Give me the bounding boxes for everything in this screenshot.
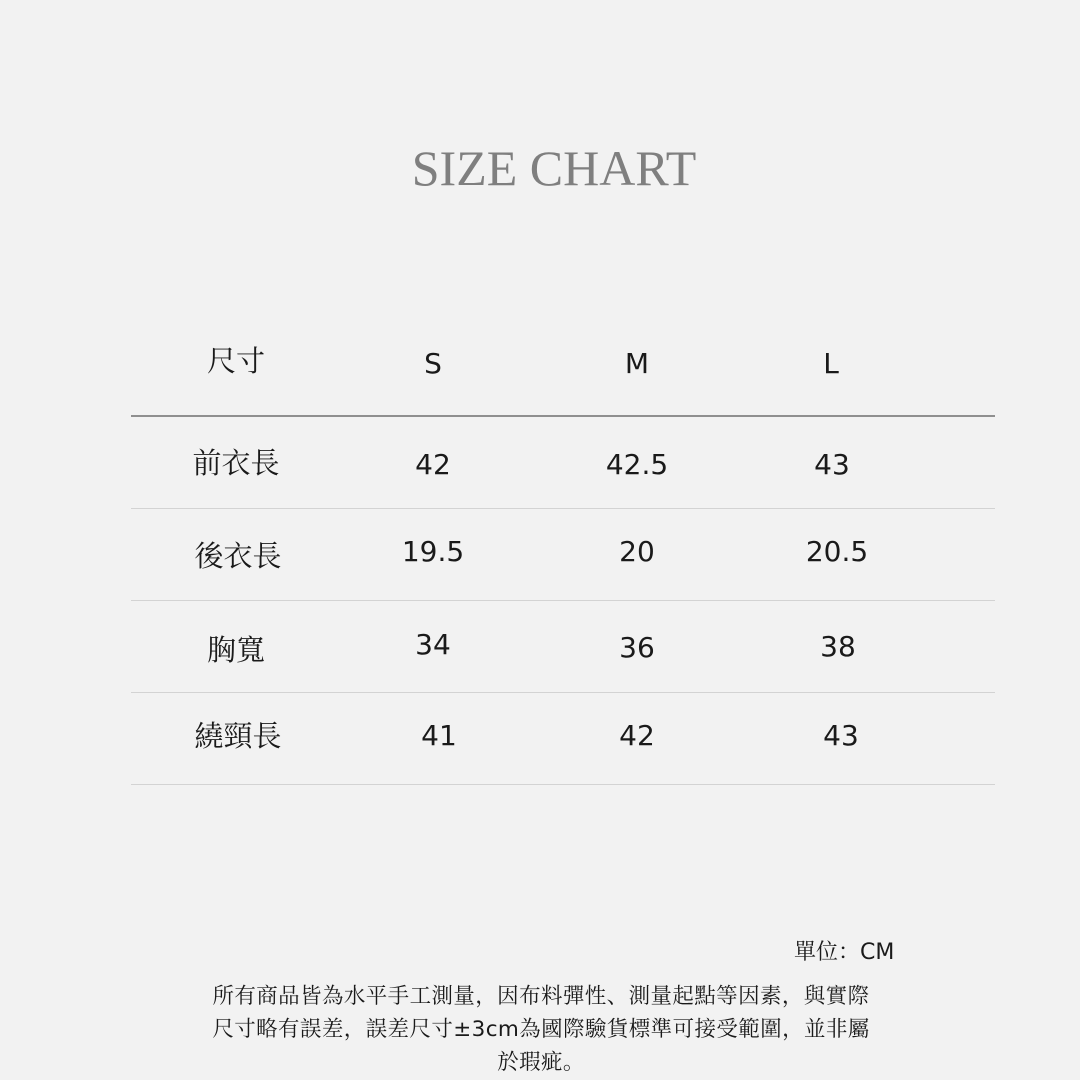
value-l: 20.5 [805, 535, 869, 568]
value-m: 42.5 [605, 448, 669, 481]
row-label: 繞頸長 [194, 719, 282, 753]
header-s: S [424, 347, 442, 380]
value-m: 20 [619, 535, 655, 568]
row-label: 後衣長 [194, 539, 282, 573]
value-m: 42 [619, 719, 655, 752]
value-l: 43 [814, 448, 850, 481]
header-m: M [624, 347, 650, 380]
table-header-row [131, 330, 995, 417]
size-chart-title: SIZE CHART [411, 140, 697, 196]
row-label: 前衣長 [192, 446, 280, 480]
row-label: 胸寬 [206, 633, 265, 667]
table-row [131, 693, 995, 785]
value-l: 43 [823, 719, 859, 752]
value-s: 19.5 [401, 535, 465, 568]
table-row [131, 509, 995, 601]
value-m: 36 [619, 631, 655, 664]
header-size: 尺寸 [206, 344, 265, 378]
measurement-note [170, 980, 912, 1079]
value-s: 42 [415, 448, 451, 481]
note-line: 於瑕疵。 [497, 1050, 585, 1075]
unit-label: 單位：CM [794, 940, 895, 965]
value-s: 34 [415, 628, 451, 661]
table-row [131, 601, 995, 693]
header-l: L [823, 347, 839, 380]
note-line: 尺寸略有誤差，誤差尺寸±3cm為國際驗貨標準可接受範圍，並非屬 [212, 1017, 870, 1042]
value-l: 38 [820, 630, 856, 663]
size-table [131, 330, 995, 785]
value-s: 41 [421, 719, 457, 752]
note-line: 所有商品皆為水平手工測量，因布料彈性、測量起點等因素，與實際 [212, 984, 870, 1009]
table-row [131, 417, 995, 509]
